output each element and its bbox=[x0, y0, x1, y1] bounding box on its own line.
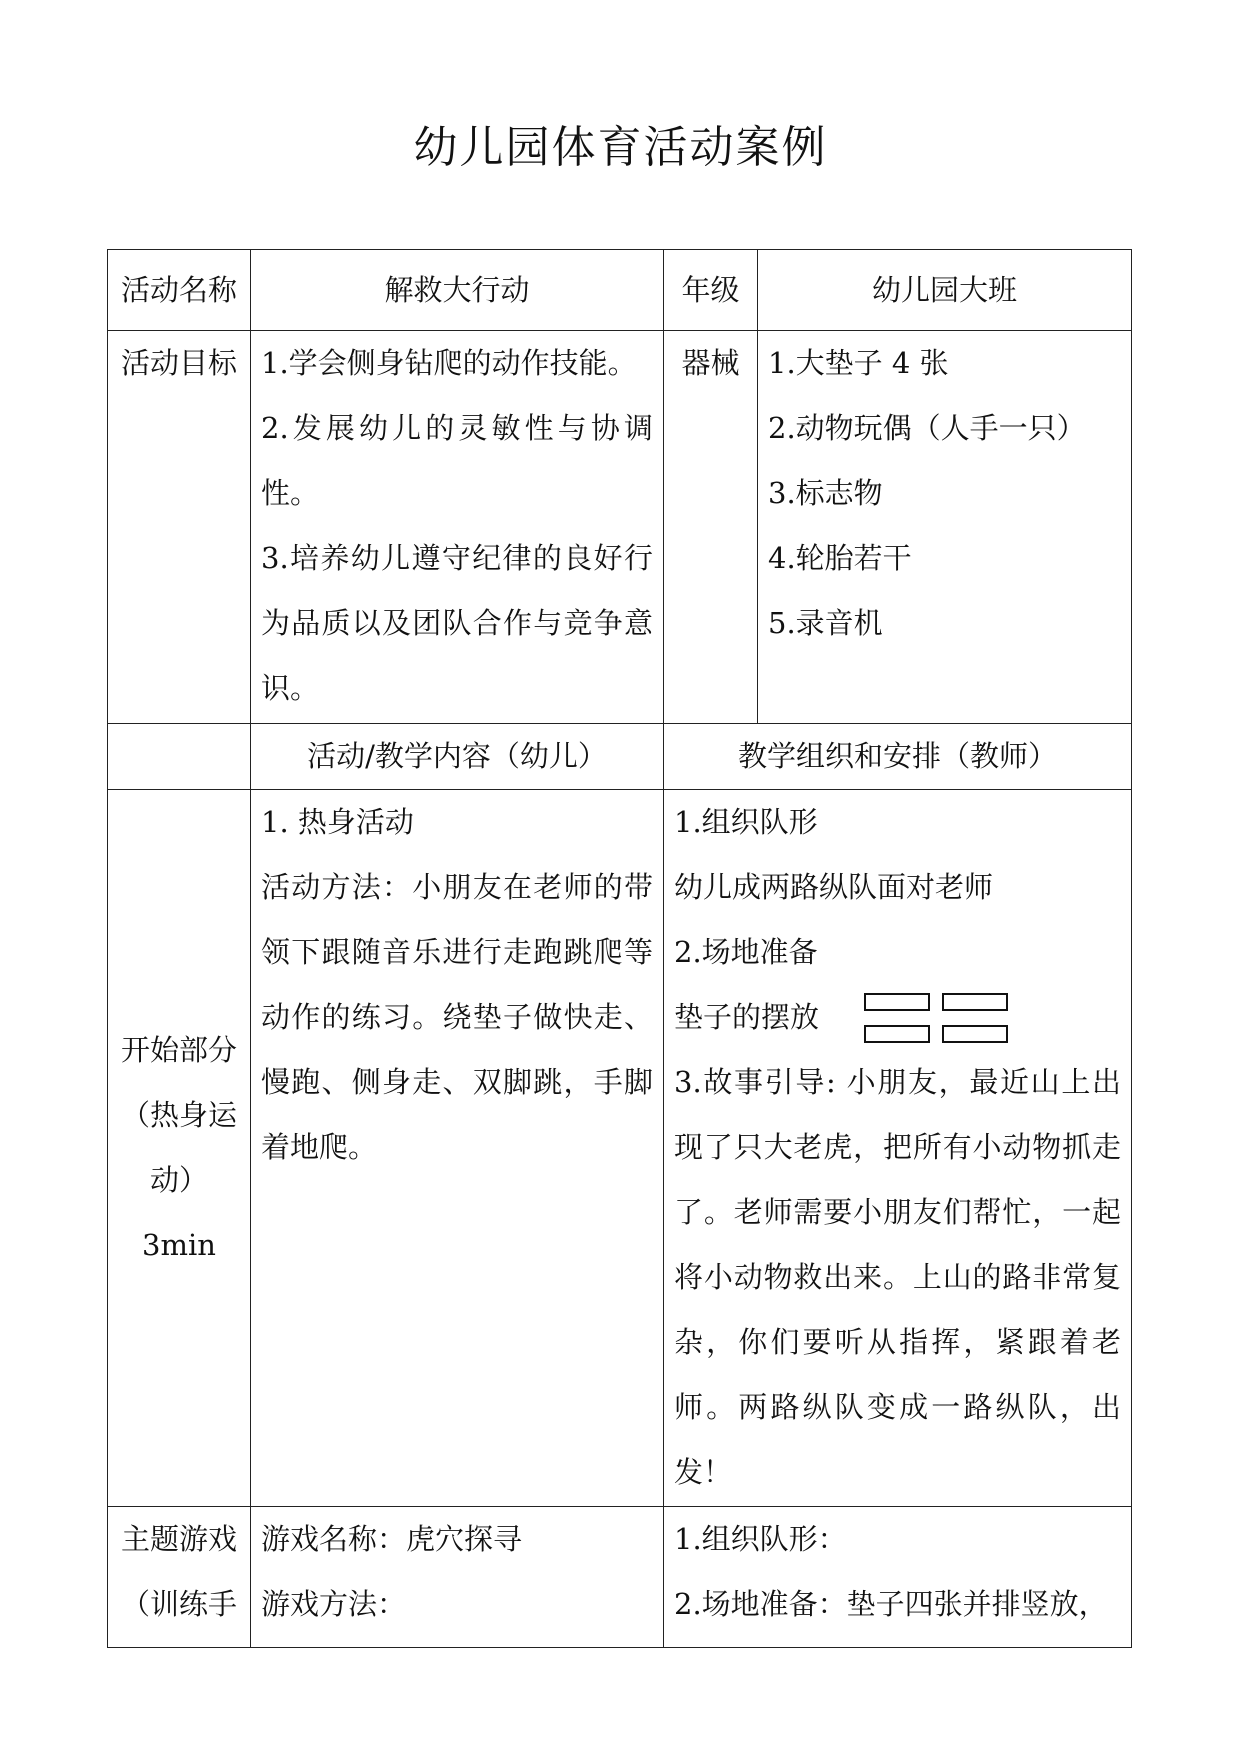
mat-pair bbox=[864, 1025, 1008, 1043]
goals-label: 活动目标 bbox=[108, 331, 251, 724]
activity-name-label: 活动名称 bbox=[108, 250, 251, 331]
table-row bbox=[108, 1507, 1132, 1648]
game-organization-cell bbox=[664, 1507, 1132, 1648]
mat-icon bbox=[942, 993, 1008, 1011]
equipment-cell bbox=[758, 331, 1132, 724]
table-row bbox=[108, 790, 1132, 1507]
formation-text: 幼儿成两路纵队面对老师 bbox=[674, 870, 994, 904]
mat-icon bbox=[942, 1025, 1008, 1043]
game-content-cell bbox=[251, 1507, 664, 1648]
equipment-item: 5.录音机 bbox=[768, 606, 883, 640]
goals-cell bbox=[251, 331, 664, 724]
game-section-label: 主题游戏（训练手 bbox=[108, 1507, 251, 1648]
mat-layout-label: 垫子的摆放 bbox=[674, 1000, 820, 1034]
game-formation: 1.组织队形： bbox=[674, 1522, 847, 1556]
equipment-item: 4.轮胎若干 bbox=[768, 541, 912, 575]
activity-table bbox=[107, 249, 1132, 1648]
start-organization-cell bbox=[664, 790, 1132, 1507]
warmup-text: 活动方法：小朋友在老师的带领下跟随音乐进行走跑跳爬等动作的练习。绕垫子做快走、慢跑、侧身走、双脚跳，手脚着地爬。 bbox=[261, 870, 653, 1164]
grade-value: 幼儿园大班 bbox=[758, 250, 1132, 331]
goal-item: 1.学会侧身钻爬的动作技能。 bbox=[261, 346, 637, 380]
table-row bbox=[108, 250, 1132, 331]
field-title: 2.场地准备 bbox=[674, 935, 818, 969]
start-section-label-cell bbox=[108, 790, 251, 1507]
formation-title: 1.组织队形 bbox=[674, 805, 818, 839]
goal-item: 3.培养幼儿遵守纪律的良好行为品质以及团队合作与竞争意识。 bbox=[261, 541, 653, 705]
mat-layout-row bbox=[674, 985, 1121, 1050]
start-section-label: 开始部分（热身运动） bbox=[120, 1033, 237, 1197]
story-text: 3.故事引导: 小朋友，最近山上出现了只大老虎，把所有小动物抓走了。老师需要小朋友们帮忙，一起将小动物救出来。上山的路非常复杂，你们要听从指挥，紧跟着老师。两路纵队变成一路纵队，出发！ bbox=[674, 1065, 1121, 1489]
mat-layout-diagram bbox=[864, 993, 1008, 1043]
equipment-label: 器械 bbox=[664, 331, 758, 724]
activity-name-value: 解救大行动 bbox=[251, 250, 664, 331]
table-row bbox=[108, 724, 1132, 790]
game-name: 游戏名称：虎穴探寻 bbox=[261, 1522, 523, 1556]
equipment-item: 2.动物玩偶（人手一只） bbox=[768, 411, 1086, 445]
game-method: 游戏方法： bbox=[261, 1587, 407, 1621]
mat-icon bbox=[864, 993, 930, 1011]
grade-label: 年级 bbox=[664, 250, 758, 331]
organization-header: 教学组织和安排（教师） bbox=[664, 724, 1132, 790]
mat-pair bbox=[864, 993, 1008, 1011]
start-section-duration: 3min bbox=[142, 1228, 216, 1262]
goal-item: 2.发展幼儿的灵敏性与协调性。 bbox=[261, 411, 653, 510]
table-row bbox=[108, 331, 1132, 724]
game-field: 2.场地准备：垫子四张并排竖放， bbox=[674, 1587, 1108, 1621]
warmup-title: 1. 热身活动 bbox=[261, 805, 414, 839]
mat-icon bbox=[864, 1025, 930, 1043]
start-content-cell bbox=[251, 790, 664, 1507]
equipment-item: 1.大垫子 4 张 bbox=[768, 346, 949, 380]
empty-cell bbox=[108, 724, 251, 790]
content-header: 活动/教学内容（幼儿） bbox=[251, 724, 664, 790]
page-title: 幼儿园体育活动案例 bbox=[413, 122, 828, 173]
equipment-item: 3.标志物 bbox=[768, 476, 883, 510]
